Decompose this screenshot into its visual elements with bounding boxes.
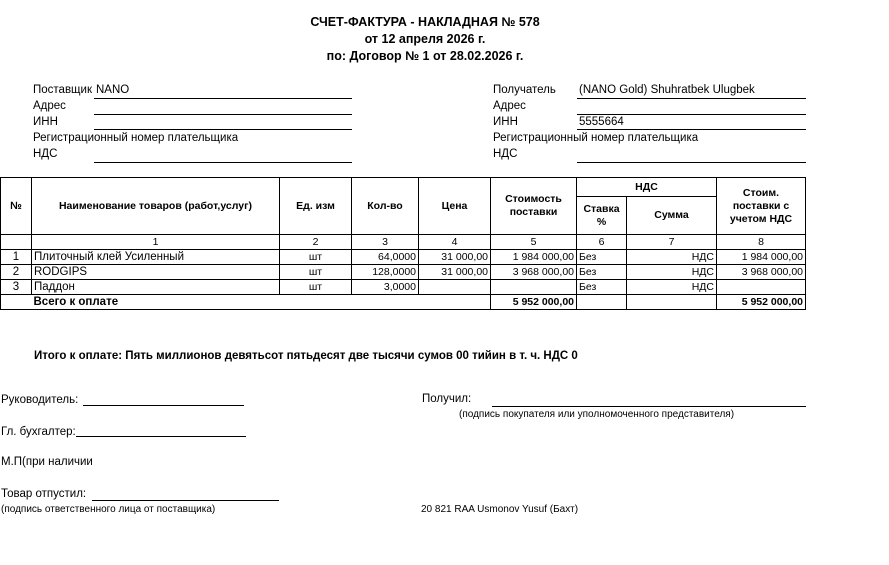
row-vat: НДС [627, 265, 717, 280]
released-label: Товар отпустил: [1, 488, 87, 500]
recipient-name: (NANO Gold) Shuhratbek Ulugbek [579, 84, 755, 96]
row-qty: 128,0000 [352, 265, 419, 280]
row-total: 1 984 000,00 [717, 250, 806, 265]
director-label: Руководитель: [1, 394, 79, 406]
document-title: СЧЕТ-ФАКТУРА - НАКЛАДНАЯ № 578 [310, 15, 540, 29]
row-price: 31 000,00 [419, 250, 491, 265]
col-number: 7 [627, 235, 717, 250]
recipient-reg-label: Регистрационный номер плательщика [493, 132, 699, 144]
col-number: 4 [419, 235, 491, 250]
totals-cost: 5 952 000,00 [491, 295, 577, 310]
header-no: № [1, 178, 32, 235]
col-number: 5 [491, 235, 577, 250]
supplier-name: NANO [96, 84, 130, 96]
supplier-inn-label: ИНН [33, 116, 58, 128]
recipient-label: Получатель [493, 84, 556, 96]
document-contract: по: Договор № 1 от 28.02.2026 г. [326, 49, 524, 63]
table-header-row [1, 178, 806, 197]
col-number: 6 [577, 235, 627, 250]
supplier-label: Поставщик [33, 84, 92, 96]
col-number: 2 [280, 235, 352, 250]
row-unit: шт [280, 250, 352, 265]
received-signature-line [492, 406, 806, 407]
header-vat-group: НДС [577, 178, 717, 197]
recipient-address-label: Адрес [493, 100, 526, 112]
proxy-text: 20 821 RAA Usmonov Yusuf (Бахт) [421, 504, 579, 515]
row-total [717, 280, 806, 295]
recipient-inn: 5555664 [579, 116, 624, 128]
supplier-vat-label: НДС [33, 148, 58, 160]
row-price: 31 000,00 [419, 265, 491, 280]
recipient-inn-label: ИНН [493, 116, 518, 128]
document-date: от 12 апреля 2026 г. [364, 32, 486, 46]
row-name: Паддон [32, 280, 280, 295]
accountant-label: Гл. бухгалтер: [1, 426, 76, 438]
row-rate: Без [577, 280, 627, 295]
table-column-numbers [1, 235, 806, 250]
row-vat: НДС [627, 250, 717, 265]
supplier-reg-label: Регистрационный номер плательщика [33, 132, 239, 144]
row-no: 3 [1, 280, 32, 295]
row-cost [491, 280, 577, 295]
released-signature-line [92, 500, 279, 501]
row-qty: 64,0000 [352, 250, 419, 265]
header-qty: Кол-во [352, 178, 419, 235]
header-vat-sum: Сумма [627, 197, 717, 235]
supplier-address-label: Адрес [33, 100, 66, 112]
received-label: Получил: [422, 393, 472, 405]
accountant-signature-line [76, 436, 246, 437]
totals-label: Всего к оплате [32, 295, 491, 310]
invoice-table [0, 177, 806, 310]
row-vat: НДС [627, 280, 717, 295]
row-cost: 3 968 000,00 [491, 265, 577, 280]
director-signature-line [83, 405, 244, 406]
row-cost: 1 984 000,00 [491, 250, 577, 265]
row-unit: шт [280, 265, 352, 280]
row-no: 2 [1, 265, 32, 280]
row-price [419, 280, 491, 295]
col-number: 3 [352, 235, 419, 250]
received-note: (подпись покупателя или уполномоченного представителя) [459, 409, 735, 420]
table-row [1, 265, 806, 280]
totals-total: 5 952 000,00 [717, 295, 806, 310]
row-rate: Без [577, 265, 627, 280]
recipient-vat-label: НДС [493, 148, 518, 160]
row-rate: Без [577, 250, 627, 265]
row-name: RODGIPS [32, 265, 280, 280]
header-vat-rate: Ставка % [577, 197, 627, 235]
table-row [1, 250, 806, 265]
header-name: Наименование товаров (работ,услуг) [32, 178, 280, 235]
amount-in-words: Итого к оплате: Пять миллионов девятьсот пятьдесят две тысячи сумов 00 тийин в т. ч. НДС 0 [34, 350, 578, 362]
row-qty: 3,0000 [352, 280, 419, 295]
table-row [1, 280, 806, 295]
released-note: (подпись ответственного лица от поставщика) [1, 504, 216, 515]
row-no: 1 [1, 250, 32, 265]
col-number: 8 [717, 235, 806, 250]
header-total: Стоим. поставки с учетом НДС [717, 178, 806, 235]
row-unit: шт [280, 280, 352, 295]
col-number: 1 [32, 235, 280, 250]
table-totals-row [1, 295, 806, 310]
header-cost: Стоимость поставки [491, 178, 577, 235]
stamp-label: М.П(при наличии [1, 456, 93, 468]
header-unit: Ед. изм [280, 178, 352, 235]
row-name: Плиточный клей Усиленный [32, 250, 280, 265]
row-total: 3 968 000,00 [717, 265, 806, 280]
header-price: Цена [419, 178, 491, 235]
